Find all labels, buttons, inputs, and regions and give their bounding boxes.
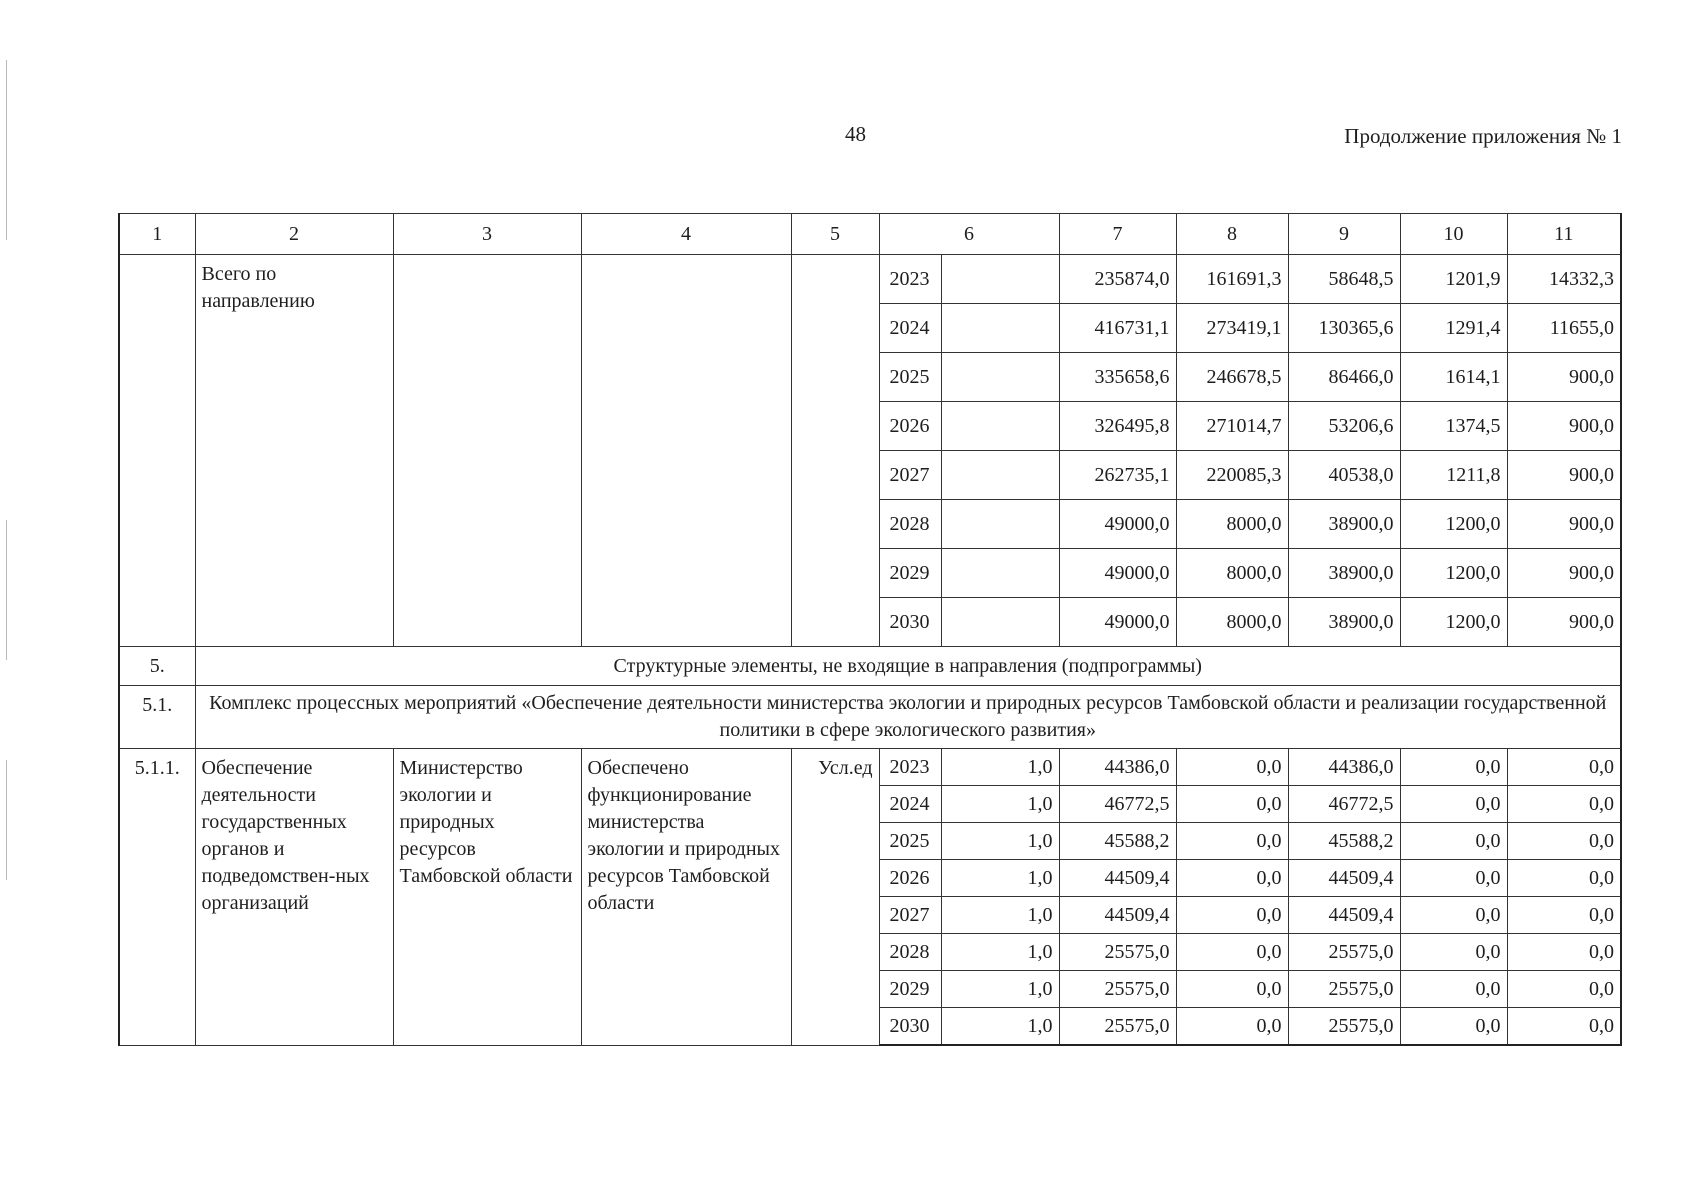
value-cell: 44386,0 [1288,749,1400,786]
header-cell: 8 [1176,214,1288,255]
year-cell: 2030 [879,1008,941,1046]
value-cell: 335658,6 [1059,353,1176,402]
value-cell: 900,0 [1507,500,1621,549]
value-cell: 0,0 [1507,897,1621,934]
header-cell: 4 [581,214,791,255]
year-cell: 2027 [879,451,941,500]
value-cell: 0,0 [1176,1008,1288,1046]
empty-cell [941,304,1059,353]
value-cell: 0,0 [1176,971,1288,1008]
empty-cell [941,402,1059,451]
item-name: Обеспечение деятельности государственных органов и подведомствен-ных организаций [195,749,393,1046]
value-cell: 1201,9 [1400,255,1507,304]
section-5-row [119,647,1621,686]
value-cell: 8000,0 [1176,500,1288,549]
value-cell: 1,0 [941,749,1059,786]
value-cell: 161691,3 [1176,255,1288,304]
value-cell: 44386,0 [1059,749,1176,786]
value-cell: 0,0 [1400,786,1507,823]
scan-edge-mark [6,520,7,660]
value-cell: 0,0 [1176,749,1288,786]
year-cell: 2024 [879,304,941,353]
page-number: 48 [845,122,866,146]
value-cell: 1,0 [941,786,1059,823]
value-cell: 0,0 [1400,823,1507,860]
value-cell: 0,0 [1400,860,1507,897]
year-cell: 2029 [879,549,941,598]
value-cell: 14332,3 [1507,255,1621,304]
value-cell: 86466,0 [1288,353,1400,402]
value-cell: 1,0 [941,1008,1059,1046]
value-cell: 273419,1 [1176,304,1288,353]
header-cell: 2 [195,214,393,255]
table-row [119,255,1621,304]
value-cell: 0,0 [1507,971,1621,1008]
section-5-number: 5. [119,647,195,686]
value-cell: 44509,4 [1288,897,1400,934]
value-cell: 38900,0 [1288,598,1400,647]
totals-number-cell [119,255,195,647]
value-cell: 25575,0 [1059,1008,1176,1046]
value-cell: 1,0 [941,934,1059,971]
year-cell: 2026 [879,402,941,451]
value-cell: 1,0 [941,823,1059,860]
value-cell: 0,0 [1507,1008,1621,1046]
value-cell: 235874,0 [1059,255,1176,304]
section-5-1-number: 5.1. [119,686,195,749]
value-cell: 49000,0 [1059,500,1176,549]
value-cell: 416731,1 [1059,304,1176,353]
value-cell: 44509,4 [1059,897,1176,934]
year-cell: 2023 [879,255,941,304]
value-cell: 0,0 [1176,786,1288,823]
value-cell: 220085,3 [1176,451,1288,500]
header-cell: 3 [393,214,581,255]
header-cell: 7 [1059,214,1176,255]
value-cell: 53206,6 [1288,402,1400,451]
empty-cell [791,255,879,647]
value-cell: 900,0 [1507,598,1621,647]
value-cell: 0,0 [1176,860,1288,897]
value-cell: 1200,0 [1400,549,1507,598]
value-cell: 900,0 [1507,353,1621,402]
scan-edge-mark [6,760,7,880]
value-cell: 49000,0 [1059,598,1176,647]
item-responsible: Министерство экологии и природных ресурсов Тамбовской области [393,749,581,1046]
year-cell: 2028 [879,934,941,971]
value-cell: 25575,0 [1288,934,1400,971]
value-cell: 900,0 [1507,549,1621,598]
value-cell: 49000,0 [1059,549,1176,598]
table-row [119,749,1621,786]
header-cell: 6 [879,214,1059,255]
value-cell: 130365,6 [1288,304,1400,353]
empty-cell [941,500,1059,549]
value-cell: 40538,0 [1288,451,1400,500]
header-cell: 10 [1400,214,1507,255]
year-cell: 2025 [879,823,941,860]
value-cell: 0,0 [1176,823,1288,860]
year-cell: 2025 [879,353,941,402]
header-cell: 5 [791,214,879,255]
year-cell: 2028 [879,500,941,549]
year-cell: 2029 [879,971,941,1008]
value-cell: 0,0 [1400,897,1507,934]
value-cell: 0,0 [1507,786,1621,823]
value-cell: 46772,5 [1288,786,1400,823]
empty-cell [941,255,1059,304]
section-5-1-row [119,686,1621,749]
value-cell: 0,0 [1507,934,1621,971]
value-cell: 326495,8 [1059,402,1176,451]
value-cell: 45588,2 [1059,823,1176,860]
value-cell: 1374,5 [1400,402,1507,451]
section-5-title: Структурные элементы, не входящие в направления (подпрограммы) [195,647,1621,686]
value-cell: 58648,5 [1288,255,1400,304]
year-cell: 2027 [879,897,941,934]
value-cell: 1,0 [941,971,1059,1008]
value-cell: 38900,0 [1288,549,1400,598]
value-cell: 0,0 [1507,860,1621,897]
empty-cell [941,598,1059,647]
value-cell: 8000,0 [1176,549,1288,598]
value-cell: 900,0 [1507,451,1621,500]
value-cell: 1211,8 [1400,451,1507,500]
header-cell: 9 [1288,214,1400,255]
value-cell: 0,0 [1400,934,1507,971]
header-cell: 11 [1507,214,1621,255]
item-number: 5.1.1. [119,749,195,1046]
value-cell: 25575,0 [1059,971,1176,1008]
totals-block [119,255,1621,647]
year-cell: 2024 [879,786,941,823]
value-cell: 1200,0 [1400,598,1507,647]
empty-cell [393,255,581,647]
value-cell: 25575,0 [1059,934,1176,971]
item-result: Обеспечено функционирование министерства экологии и природных ресурсов Тамбовской области [581,749,791,1046]
value-cell: 0,0 [1507,749,1621,786]
year-cell: 2023 [879,749,941,786]
value-cell: 1,0 [941,897,1059,934]
empty-cell [941,549,1059,598]
year-cell: 2026 [879,860,941,897]
value-cell: 0,0 [1176,934,1288,971]
value-cell: 25575,0 [1288,1008,1400,1046]
value-cell: 1291,4 [1400,304,1507,353]
value-cell: 0,0 [1176,897,1288,934]
appendix-continuation-label: Продолжение приложения № 1 [1344,124,1622,148]
scan-edge-mark [6,60,7,240]
value-cell: 0,0 [1400,749,1507,786]
value-cell: 246678,5 [1176,353,1288,402]
value-cell: 1200,0 [1400,500,1507,549]
value-cell: 271014,7 [1176,402,1288,451]
empty-cell [941,353,1059,402]
value-cell: 44509,4 [1059,860,1176,897]
year-cell: 2030 [879,598,941,647]
empty-cell [941,451,1059,500]
value-cell: 38900,0 [1288,500,1400,549]
value-cell: 900,0 [1507,402,1621,451]
budget-table [118,213,1622,1046]
value-cell: 0,0 [1400,971,1507,1008]
empty-cell [581,255,791,647]
header-row [119,214,1621,255]
value-cell: 44509,4 [1288,860,1400,897]
item-unit: Усл.ед [791,749,879,1046]
value-cell: 262735,1 [1059,451,1176,500]
value-cell: 0,0 [1400,1008,1507,1046]
value-cell: 1614,1 [1400,353,1507,402]
value-cell: 1,0 [941,860,1059,897]
value-cell: 25575,0 [1288,971,1400,1008]
section-5-1-title: Комплекс процессных мероприятий «Обеспечение деятельности министерства экологии и природных ресурсов Тамбовской области и реализации государственной политики в сфере экологического развития» [195,686,1621,749]
item-5-1-1-block [119,749,1621,1046]
value-cell: 45588,2 [1288,823,1400,860]
header-cell: 1 [119,214,195,255]
value-cell: 11655,0 [1507,304,1621,353]
value-cell: 0,0 [1507,823,1621,860]
totals-name-cell: Всего по направлению [195,255,393,647]
value-cell: 8000,0 [1176,598,1288,647]
value-cell: 46772,5 [1059,786,1176,823]
